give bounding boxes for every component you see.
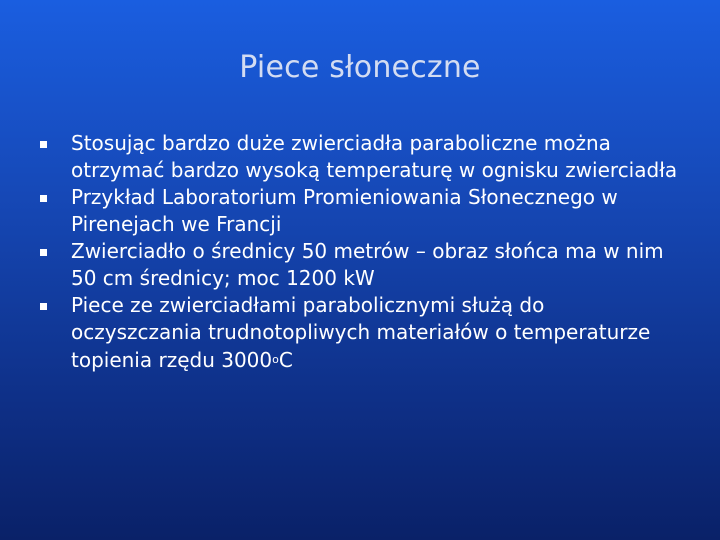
bullet-item xyxy=(40,292,680,374)
bullet-item xyxy=(40,184,680,238)
degree-superscript: o xyxy=(272,353,279,366)
bullet-text: Przykład Laboratorium Promieniowania Słonecznego w Pirenejach we Francji xyxy=(71,185,618,236)
unit-letter: C xyxy=(278,348,293,372)
bullet-list xyxy=(40,130,680,374)
square-bullet-icon xyxy=(40,141,47,148)
bullet-text: Zwierciadło o średnicy 50 metrów – obraz słońca ma w nim 50 cm średnicy; moc 1200 kW xyxy=(71,239,664,290)
square-bullet-icon xyxy=(40,303,47,310)
slide-title: Piece słoneczne xyxy=(239,50,481,85)
square-bullet-icon xyxy=(40,195,47,202)
bullet-item xyxy=(40,238,680,292)
square-bullet-icon xyxy=(40,249,47,256)
bullet-text: Stosując bardzo duże zwierciadła paraboliczne można otrzymać bardzo wysoką temperaturę w ognisku zwierciadła xyxy=(71,131,678,182)
bullet-text: Piece ze zwierciadłami parabolicznymi służą do oczyszczania trudnotopliwych materiałów o temperaturze topienia rzędu 3000 xyxy=(71,293,651,372)
bullet-item xyxy=(40,130,680,184)
